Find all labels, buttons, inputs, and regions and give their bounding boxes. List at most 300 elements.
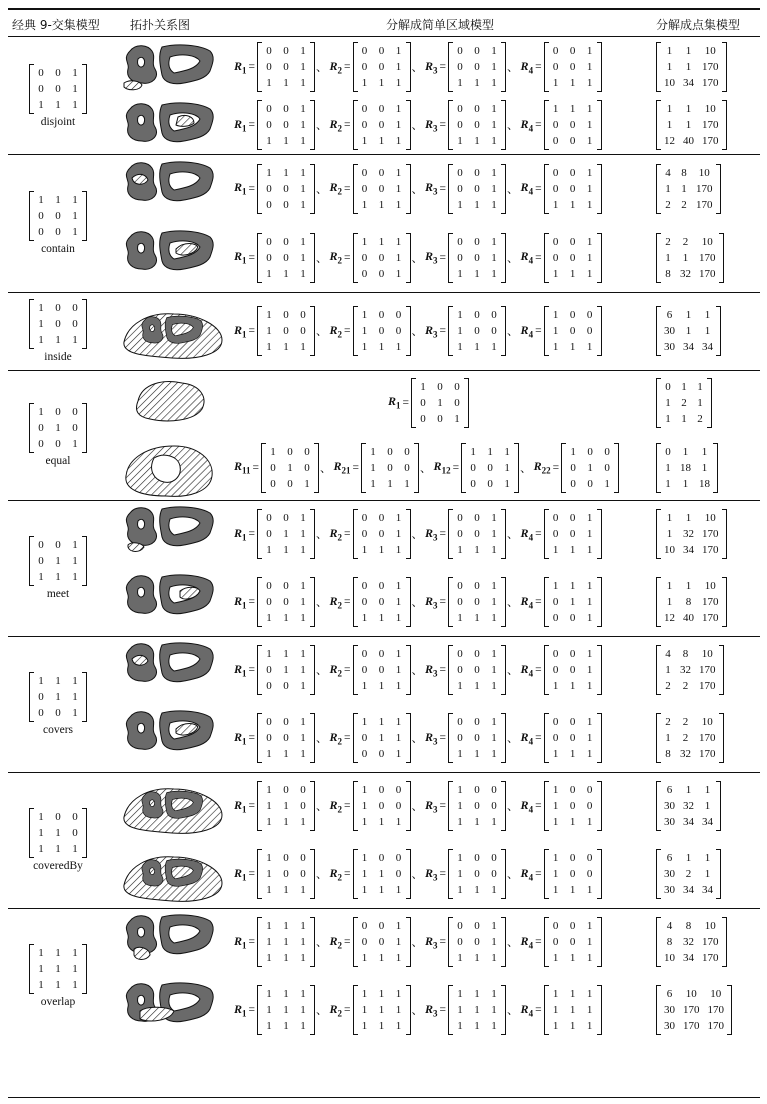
point-set-matrix-cell [656, 223, 724, 292]
matrix-cell: 1 [586, 664, 593, 676]
matrix-cell: 0 [552, 716, 559, 728]
matrix-cell: 6 [666, 784, 673, 796]
matrix-grid [453, 233, 501, 283]
matrix-cell: 0 [552, 45, 559, 57]
matrix-cell: 0 [378, 45, 385, 57]
bracket-right [310, 509, 315, 559]
matrix-cell: 8 [665, 267, 671, 280]
bracket-right [501, 645, 506, 695]
matrix-cell: 0 [474, 61, 480, 73]
region-symbol-base: R [234, 459, 243, 474]
region-equation [521, 985, 602, 1035]
region-matrix [361, 443, 419, 493]
matrix-cell: 0 [283, 852, 289, 864]
matrix-grid [262, 42, 310, 92]
matrix-grid [453, 100, 501, 150]
region-symbol-subscript: 4 [528, 186, 534, 197]
region-matrix [257, 781, 315, 831]
matrix-cell: 1 [685, 325, 692, 337]
nine-intersection-model [8, 636, 108, 772]
equals-sign: = [344, 182, 351, 195]
matrix-cell: 1 [395, 920, 402, 932]
bracket-right [310, 577, 315, 627]
matrix-cell: 1 [454, 412, 460, 425]
matrix-cell: 1 [457, 1020, 463, 1032]
matrix-cell: 0 [569, 528, 576, 540]
matrix-cell: 0 [361, 267, 368, 280]
matrix-cell: 0 [283, 61, 289, 73]
equals-sign: = [248, 528, 256, 540]
region-symbol [521, 249, 534, 265]
bracket-right [406, 849, 411, 899]
region-symbol-base: R [520, 933, 529, 948]
region-equation [534, 443, 620, 493]
region-equation [521, 100, 602, 150]
bracket-right [707, 378, 712, 428]
point-set-matrix [656, 233, 724, 283]
separator: 、 [507, 665, 519, 677]
matrix-cell: 1 [361, 325, 368, 337]
matrix-grid [366, 443, 414, 493]
simple-region-matrices [234, 154, 624, 223]
region-symbol [334, 459, 351, 475]
matrix-cell: 0 [474, 166, 480, 179]
top-rule [8, 8, 760, 10]
matrix-cell: 0 [378, 800, 385, 812]
matrix-cell: 1 [361, 235, 368, 248]
matrix-cell: 6 [666, 309, 673, 321]
region-symbol-base: R [520, 322, 529, 337]
region-symbol-base: R [234, 180, 243, 195]
region-symbol-base: R [533, 459, 542, 474]
matrix-grid [358, 577, 406, 627]
bracket-right [597, 509, 602, 559]
matrix-cell: 0 [378, 936, 385, 948]
matrix-cell: 0 [569, 182, 576, 195]
matrix-cell: 0 [300, 868, 306, 880]
matrix-cell: 30 [664, 1020, 675, 1032]
matrix-cell: 1 [457, 680, 463, 692]
region-equation [521, 781, 602, 831]
matrix-cell: 0 [491, 868, 497, 880]
matrix-cell: 1 [38, 99, 44, 111]
matrix-grid [453, 577, 501, 627]
simple-region-matrices [234, 500, 624, 568]
region-symbol-base: R [329, 933, 338, 948]
topology-diagram [118, 225, 226, 291]
matrix-cell: 1 [395, 580, 402, 592]
equals-sign: = [552, 461, 560, 474]
region-a1-shape [126, 576, 156, 614]
matrix-cell: 1 [504, 461, 510, 474]
region-symbol [521, 180, 534, 196]
matrix-cell: 0 [378, 119, 385, 131]
relation-label: equal [45, 455, 71, 467]
region-symbol [425, 934, 438, 950]
equals-sign: = [344, 664, 351, 676]
bracket-right [501, 509, 506, 559]
matrix-cell: 0 [304, 461, 310, 474]
region-b-shape [124, 81, 142, 90]
region-symbol [521, 59, 534, 75]
matrix-cell: 1 [586, 235, 593, 248]
bracket-right [597, 645, 602, 695]
matrix-cell: 1 [283, 544, 289, 556]
region-symbol [234, 117, 247, 133]
matrix-cell: 0 [487, 477, 493, 490]
region-symbol-base: R [329, 525, 338, 540]
matrix-cell: 170 [699, 732, 716, 744]
matrix-cell: 0 [266, 580, 272, 592]
matrix-cell: 1 [283, 612, 289, 624]
matrix-cell: 0 [266, 103, 272, 115]
matrix-cell: 0 [361, 596, 368, 608]
matrix-cell: 1 [270, 445, 276, 458]
bracket-right [406, 917, 411, 967]
separator: 、 [507, 183, 519, 196]
region-symbol [234, 730, 247, 746]
region-symbol-subscript: 4 [528, 940, 534, 951]
matrix-cell: 1 [586, 45, 593, 57]
matrix-cell: 1 [457, 852, 463, 864]
matrix-cell: 0 [569, 852, 576, 864]
matrix-cell: 0 [361, 748, 368, 760]
region-matrix [257, 509, 315, 559]
matrix-cell: 1 [361, 1020, 368, 1032]
matrix-cell: 0 [378, 920, 385, 932]
region-matrix [448, 164, 506, 214]
header-point-sets: 分解成点集模型 [656, 18, 741, 32]
matrix-cell: 1 [266, 544, 272, 556]
matrix-cell: 1 [300, 512, 306, 524]
region-symbol [234, 1002, 247, 1018]
matrix-cell: 1 [300, 680, 306, 692]
matrix-cell: 1 [361, 988, 368, 1000]
matrix-cell: 34 [683, 952, 694, 964]
region-matrix [257, 985, 315, 1035]
matrix-cell: 0 [266, 251, 272, 264]
bracket-right [514, 443, 519, 493]
matrix-cell: 1 [300, 135, 306, 147]
matrix-cell: 34 [702, 341, 713, 353]
matrix-grid [466, 443, 514, 493]
matrix-cell: 1 [685, 119, 692, 131]
matrix-cell: 0 [378, 166, 385, 179]
matrix-cell: 2 [682, 716, 689, 728]
matrix-cell: 0 [457, 103, 463, 115]
topology-figure [118, 976, 228, 1044]
matrix-cell: 0 [437, 412, 443, 425]
matrix-cell: 1 [266, 267, 272, 280]
matrix-cell: 1 [361, 544, 368, 556]
matrix-grid [661, 713, 719, 763]
separator: 、 [316, 1005, 328, 1017]
region-equation [330, 849, 425, 899]
matrix-cell: 0 [38, 67, 44, 79]
matrix-cell: 0 [569, 166, 576, 179]
matrix-cell: 1 [586, 952, 593, 964]
equals-sign: = [248, 182, 256, 195]
region-symbol-base: R [425, 1001, 434, 1016]
region-symbol [330, 866, 343, 882]
matrix-cell: 0 [266, 235, 272, 248]
matrix-cell: 1 [395, 103, 402, 115]
matrix-cell: 1 [457, 612, 463, 624]
matrix-grid [549, 306, 597, 356]
equals-sign: = [344, 936, 351, 948]
matrix-cell: 170 [702, 135, 719, 147]
equals-sign: = [439, 251, 447, 264]
matrix-cell: 0 [266, 732, 272, 744]
matrix-cell: 0 [586, 784, 593, 796]
matrix-cell: 1 [300, 341, 306, 353]
matrix-grid [453, 509, 501, 559]
matrix-cell: 0 [55, 210, 61, 222]
matrix-cell: 0 [491, 784, 497, 796]
matrix-cell: 1 [491, 1020, 497, 1032]
region-equation [330, 100, 425, 150]
region-matrix [257, 306, 315, 356]
bracket-right [713, 443, 718, 493]
matrix-cell: 0 [457, 716, 463, 728]
matrix-cell: 0 [457, 596, 463, 608]
matrix-cell: 0 [266, 119, 272, 131]
decomposition-row [108, 704, 760, 772]
matrix-cell: 1 [72, 843, 78, 855]
matrix-cell: 0 [474, 580, 480, 592]
matrix-cell: 1 [38, 302, 44, 314]
bracket-right [464, 378, 469, 428]
bracket-right [310, 645, 315, 695]
region-equation [330, 509, 425, 559]
matrix-cell: 1 [395, 732, 402, 744]
matrix-cell: 170 [707, 1020, 724, 1032]
topology-figure [118, 370, 228, 435]
region-symbol [234, 594, 247, 610]
equals-sign: = [439, 664, 447, 676]
matrix-grid [358, 233, 406, 283]
topology-figure [118, 636, 228, 704]
matrix-cell: 0 [552, 664, 559, 676]
matrix-cell: 1 [361, 816, 368, 828]
region-symbol [330, 798, 343, 814]
decomposition-row [108, 636, 760, 704]
matrix-cell: 1 [552, 784, 559, 796]
matrix-cell: 1 [300, 119, 306, 131]
topology-diagram [118, 841, 226, 907]
region-matrix [353, 849, 411, 899]
region-equation [425, 781, 520, 831]
matrix-cell: 1 [361, 952, 368, 964]
region-b-shape [176, 115, 194, 126]
matrix-cell: 1 [552, 952, 559, 964]
matrix-cell: 1 [72, 555, 78, 567]
matrix-cell: 1 [361, 341, 368, 353]
matrix-cell: 1 [395, 119, 402, 131]
region-symbol [434, 459, 451, 475]
region-matrix [544, 781, 602, 831]
matrix-cell: 1 [586, 103, 593, 115]
matrix-cell: 4 [665, 166, 671, 179]
region-symbol-subscript: 3 [433, 1008, 438, 1019]
relation-label: covers [42, 724, 73, 736]
matrix-cell: 0 [604, 445, 610, 458]
separator: 、 [316, 597, 328, 609]
region-symbol-base: R [425, 525, 434, 540]
matrix-cell: 1 [685, 784, 692, 796]
region-equation [234, 577, 329, 627]
matrix-cell: 1 [474, 341, 480, 353]
matrix-cell: 0 [38, 707, 44, 719]
matrix-grid [34, 299, 82, 349]
matrix-cell: 1 [474, 135, 480, 147]
matrix-cell: 0 [55, 67, 61, 79]
matrix-cell: 1 [395, 748, 402, 760]
matrix-cell: 1 [681, 412, 687, 425]
matrix-cell: 0 [300, 852, 306, 864]
equals-sign: = [439, 528, 447, 540]
region-equation [234, 849, 329, 899]
matrix-cell: 1 [474, 952, 480, 964]
matrix-cell: 170 [702, 61, 719, 73]
matrix-cell: 0 [474, 528, 480, 540]
matrix-cell: 1 [685, 45, 692, 57]
matrix-cell: 0 [404, 445, 410, 458]
region-equation [330, 645, 425, 695]
matrix-cell: 1 [378, 952, 385, 964]
matrix-cell: 1 [361, 868, 368, 880]
matrix-cell: 1 [55, 555, 61, 567]
matrix-cell: 170 [702, 544, 719, 556]
matrix-cell: 0 [378, 528, 385, 540]
matrix-cell: 1 [300, 920, 306, 932]
matrix-cell: 30 [664, 341, 675, 353]
region-symbol-base: R [425, 661, 434, 676]
matrix-cell: 1 [491, 103, 497, 115]
matrix-cell: 0 [552, 512, 559, 524]
matrix-cell: 1 [474, 988, 480, 1000]
matrix-cell: 0 [361, 936, 368, 948]
matrix-cell: 0 [72, 827, 78, 839]
region-matrix [353, 917, 411, 967]
matrix-cell: 1 [586, 251, 593, 264]
matrix-cell: 1 [474, 884, 480, 896]
bracket-right [406, 233, 411, 283]
topology-figure [118, 223, 228, 292]
topology-diagram [118, 773, 226, 839]
matrix-cell: 1 [55, 827, 61, 839]
region-symbol-subscript: 1 [242, 872, 247, 883]
region-equation [521, 306, 602, 356]
region-symbol-subscript: 1 [242, 123, 247, 134]
equals-sign: = [248, 119, 256, 131]
matrix-cell: 170 [702, 612, 719, 624]
bracket-right [597, 849, 602, 899]
matrix-cell: 0 [569, 648, 576, 660]
decomposition-row [108, 772, 760, 840]
equals-sign: = [248, 732, 256, 744]
equals-sign: = [535, 119, 542, 131]
bracket-right [501, 164, 506, 214]
matrix-grid [358, 917, 406, 967]
matrix-cell: 0 [586, 852, 593, 864]
matrix-cell: 1 [474, 748, 480, 760]
bracket-right [722, 917, 727, 967]
matrix-grid [549, 233, 597, 283]
matrix-cell: 1 [378, 612, 385, 624]
matrix-cell: 1 [266, 852, 272, 864]
equals-sign: = [344, 119, 351, 131]
matrix-cell: 1 [491, 341, 497, 353]
matrix-cell: 0 [72, 406, 78, 418]
matrix-cell: 1 [491, 748, 497, 760]
matrix-grid [453, 164, 501, 214]
matrix-cell: 1 [586, 267, 593, 280]
bracket-right [406, 42, 411, 92]
matrix-cell: 1 [361, 800, 368, 812]
region-matrix [353, 781, 411, 831]
region-symbol-base: R [520, 58, 529, 73]
matrix-cell: 1 [283, 267, 289, 280]
point-set-matrix [656, 100, 727, 150]
region-symbol-subscript: 2 [337, 532, 343, 543]
matrix-cell: 1 [474, 1004, 480, 1016]
matrix-cell: 1 [300, 748, 306, 760]
region-symbol-subscript: 1 [242, 1008, 247, 1019]
bracket-right [82, 299, 87, 349]
matrix-cell: 0 [378, 596, 385, 608]
matrix-cell: 1 [487, 445, 493, 458]
nine-intersection-model [8, 908, 108, 1044]
bracket-right [310, 100, 315, 150]
matrix-cell: 0 [457, 528, 463, 540]
matrix-cell: 0 [586, 868, 593, 880]
region-matrix [353, 645, 411, 695]
matrix-cell: 0 [586, 325, 593, 337]
matrix-cell: 1 [55, 334, 61, 346]
relation-label: meet [46, 588, 70, 600]
matrix-cell: 1 [586, 1020, 593, 1032]
separator: 、 [411, 597, 424, 609]
separator: 、 [316, 326, 328, 338]
region-equation [521, 713, 602, 763]
region-a2-shape [160, 45, 213, 84]
matrix-cell: 0 [569, 61, 576, 73]
matrix-cell: 1 [300, 182, 306, 195]
matrix-cell: 1 [378, 235, 385, 248]
topology-figure [118, 704, 228, 772]
matrix-cell: 1 [457, 198, 463, 211]
matrix-cell: 1 [378, 816, 385, 828]
bracket-right [597, 985, 602, 1035]
decomposition-row [108, 435, 760, 500]
bracket-right [501, 781, 506, 831]
matrix-cell: 0 [55, 707, 61, 719]
matrix-cell: 0 [395, 868, 402, 880]
matrix-cell: 1 [378, 1004, 385, 1016]
matrix-cell: 1 [361, 612, 368, 624]
region-symbol-subscript: 3 [433, 804, 438, 815]
matrix-cell: 0 [378, 512, 385, 524]
region-symbol-base: R [234, 661, 243, 676]
matrix-cell: 0 [283, 182, 289, 195]
matrix-cell: 0 [378, 309, 385, 321]
matrix-cell: 1 [38, 843, 44, 855]
region-symbol [330, 730, 343, 746]
separator: 、 [316, 937, 328, 949]
equals-sign: = [535, 61, 542, 73]
matrix-cell: 0 [266, 61, 272, 73]
